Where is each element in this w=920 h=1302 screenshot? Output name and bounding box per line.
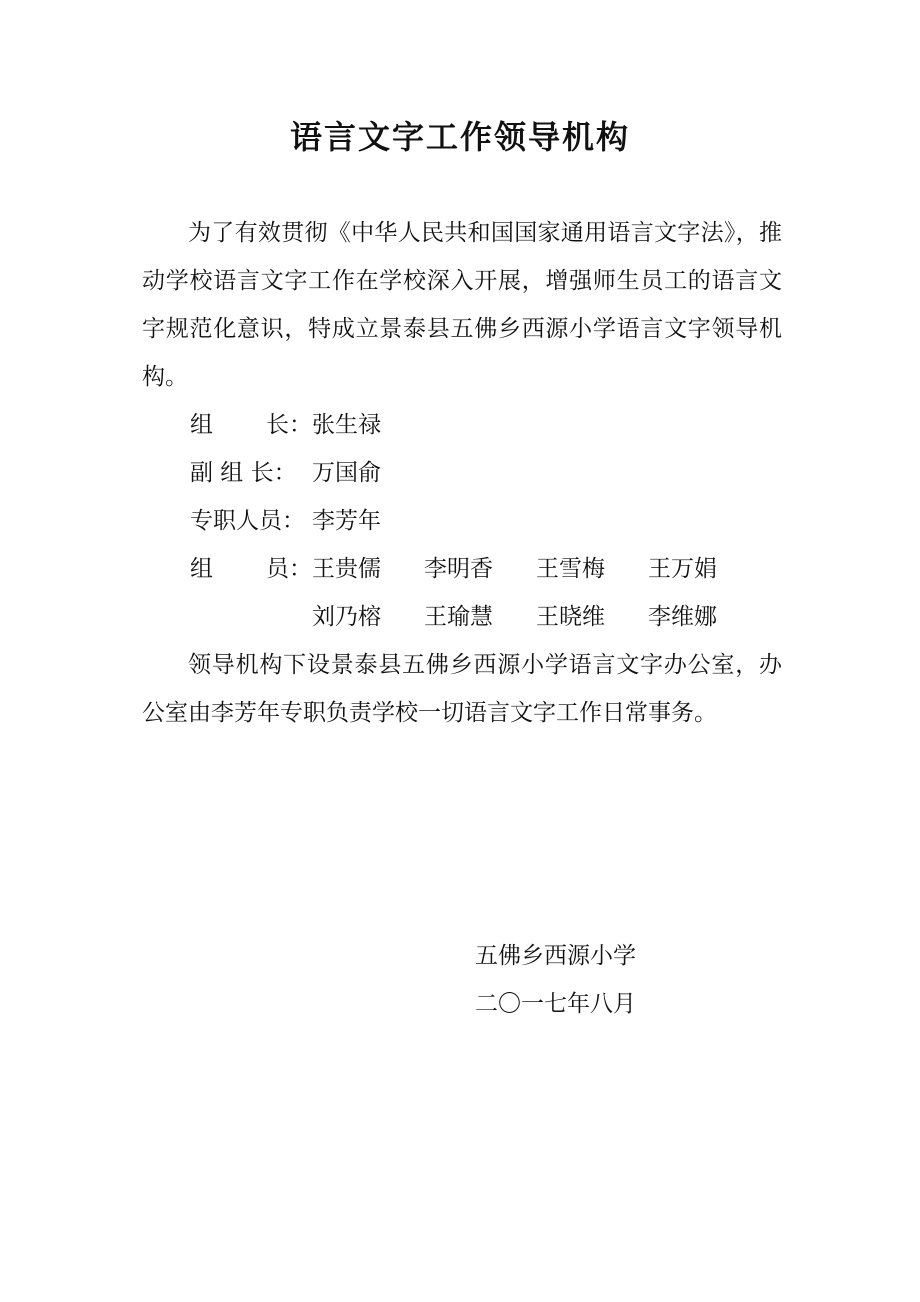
signature-date: 二〇一七年八月	[475, 991, 636, 1017]
member-name: 王雪梅	[536, 556, 605, 582]
member-name: 王贵儒	[312, 556, 381, 582]
deputy-name: 万国俞	[312, 460, 381, 486]
document-title: 语言文字工作领导机构	[289, 118, 630, 156]
leader-name: 张生禄	[312, 412, 381, 438]
leader-label-part-a: 组	[190, 412, 213, 438]
signature-org: 五佛乡西源小学	[475, 943, 636, 969]
member-name: 刘乃榕	[312, 604, 381, 630]
staff-name: 李芳年	[312, 508, 381, 534]
staff-label: 专职人员：	[190, 508, 305, 534]
member-name: 李维娜	[648, 604, 717, 630]
member-name: 王瑜慧	[424, 604, 493, 630]
members-label-part-b: 员：	[266, 556, 312, 582]
member-name: 王万娟	[648, 556, 717, 582]
members-label-part-a: 组	[190, 556, 213, 582]
deputy-label: 副 组 长：	[190, 460, 297, 486]
leader-label	[190, 401, 312, 449]
leader-label-part-b: 长：	[266, 412, 312, 438]
office-paragraph: 领导机构下设景泰县五佛乡西源小学语言文字办公室，办公室由李芳年专职负责学校一切语言文字工作日常事务。	[142, 652, 782, 726]
intro-paragraph: 为了有效贯彻《中华人民共和国国家通用语言文字法》，推动学校语言文字工作在学校深入开展，增强师生员工的语言文字规范化意识，特成立景泰县五佛乡西源小学语言文字领导机构。	[142, 220, 782, 390]
member-name: 李明香	[424, 556, 493, 582]
members-label	[190, 545, 312, 593]
member-name: 王晓维	[536, 604, 605, 630]
